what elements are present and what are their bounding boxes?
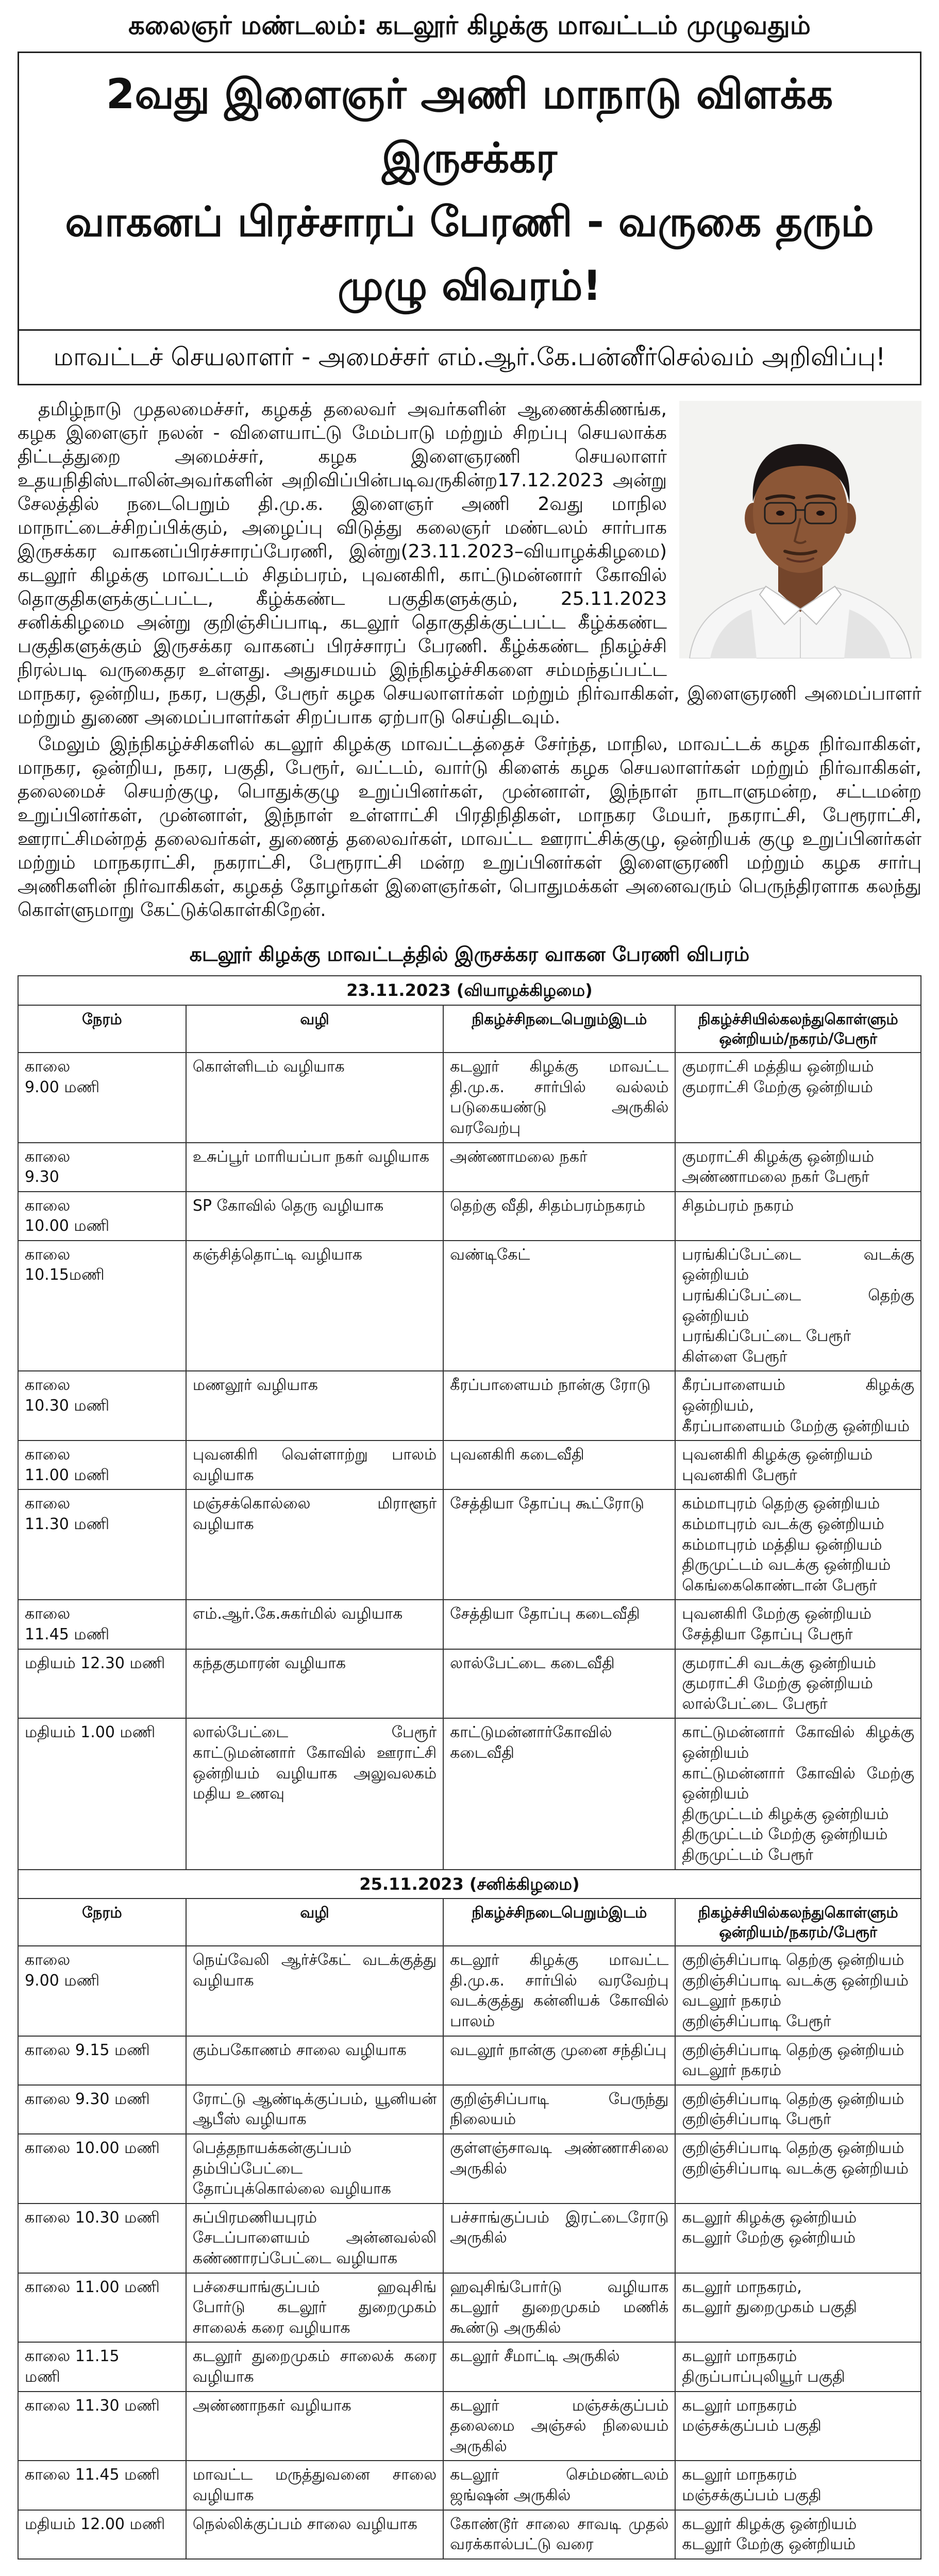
time-cell: மதியம் 12.30 மணி [18, 1649, 186, 1719]
participant-item: மஞ்சக்குப்பம் பகுதி [682, 2417, 821, 2435]
participant-item: குறிஞ்சிப்பாடி வடக்கு ஒன்றியம் [682, 1971, 909, 1990]
participants-cell [675, 1718, 921, 1869]
column-header: வழி [186, 1899, 443, 1946]
participant-item: கடலூர் கிழக்கு ஒன்றியம் [682, 2208, 857, 2227]
time-cell: காலை 11.30 மணி [18, 2392, 186, 2461]
route-cell: சுப்பிரமணியபுரம் சேடப்பாளையம் அன்னவல்லி கண்ணாரப்பேட்டை வழியாக [186, 2204, 443, 2273]
route-cell: உசுப்பூர் மாரியப்பா நகர் வழியாக [186, 1143, 443, 1192]
intro-paragraph-1: தமிழ்நாடு முதலமைச்சர், கழகத் தலைவர் அவர்களின் ஆணைக்கிணங்க, கழக இளைஞர் நலன் - விளையாட்டு மேம்பாடு மற்றும் சிறப்பு செயலாக்க திட்டத்துறை அமைச்சர், கழக இளைஞரணி செயலாளர் உதயநிதிஸ்டாலின்அவர்களின் அறிவிப்பின்படிவருகின்ற17.12.2023 அன்று சேலத்தில் நடைபெறும் தி.மு.க. இளைஞர் அணி 2வது மாநில மாநாட்டைச்சிறப்பிக்கும், அழைப்பு விடுத்து கலைஞர் மண்டலம் சார்பாக இருசக்கர வாகனப்பிரச்சாரப்பேரணி, இன்று(23.11.2023–வியாழக்கிழமை) கடலூர் கிழக்கு மாவட்டம் சிதம்பரம், புவனகிரி, காட்டுமன்னார் கோவில் தொகுதிகளுக்குட்பட்ட, கீழ்க்கண்ட பகுதிகளுக்கும், 25.11.2023 சனிக்கிழமை அன்று குறிஞ்சிப்பாடி, கடலூர் தொகுதிக்குட்பட்ட கீழ்க்கண்ட பகுதிகளுக்கும் இருசக்கர வாகனப் பிரச்சாரப் பேரணி. கீழ்க்கண்ட நிகழ்ச்சி நிரல்படி வருகைதர உள்ளது. அதுசமயம் இந்நிகழ்ச்சிகளை சம்மந்தப்பட்ட மாநகர, ஒன்றிய, நகர, பகுதி, பேரூர் கழக செயலாளர்கள் மற்றும் நிர்வாகிகள், இளைஞரணி அமைப்பாளர் மற்றும் துணை அமைப்பாளர்கள் சிறப்பாக ஏற்பாடு செய்திடவும். [18, 399, 921, 728]
participants-cell [675, 2461, 921, 2510]
schedule-row [18, 2461, 921, 2510]
route-cell: பச்சையாங்குப்பம் ஹவுசிங் போர்டு கடலூர் துறைமுகம் சாலைக் கரை வழியாக [186, 2273, 443, 2343]
schedule-body [18, 976, 921, 2558]
schedule-row [18, 2342, 921, 2391]
participant-item: குறிஞ்சிப்பாடி தெற்கு ஒன்றியம் [682, 2090, 904, 2108]
venue-cell: சேத்தியா தோப்பு கடைவீதி [443, 1600, 675, 1649]
column-header-row [18, 1005, 921, 1053]
participant-item: கெங்கைகொண்டான் பேரூர் [682, 1576, 877, 1595]
participant-item: கம்மாபுரம் வடக்கு ஒன்றியம் [682, 1515, 884, 1534]
participants-cell [675, 1489, 921, 1600]
schedule-row [18, 2085, 921, 2134]
participant-item: குமராட்சி மேற்கு ஒன்றியம் [682, 1674, 873, 1693]
participants-cell [675, 1192, 921, 1241]
time-cell: மதியம் 12.00 மணி [18, 2510, 186, 2559]
column-header: நேரம் [18, 1899, 186, 1946]
participants-cell [675, 1440, 921, 1489]
participant-item: குமராட்சி மத்திய ஒன்றியம் [682, 1058, 874, 1076]
venue-cell: காட்டுமன்னார்கோவில் கடைவீதி [443, 1718, 675, 1869]
intro-paragraph-2: மேலும் இந்நிகழ்ச்சிகளில் கடலூர் கிழக்கு மாவட்டத்தைச் சேர்ந்த, மாநில, மாவட்டக் கழக நிர்வாகிகள், மாநகர, ஒன்றிய, நகர, பகுதி, பேரூர், வட்டம், வார்டு கிளைக் கழக செயலாளர்கள் மற்றும் நிர்வாகிகள், தலைமைச் செயற்குழு, பொதுக்குழு உறுப்பினர்கள், முன்னாள், இந்நாள் நாடாளுமன்ற, சட்டமன்ற உறுப்பினர்கள், முன்னாள், இந்நாள் உள்ளாட்சி பிரதிநிதிகள், மாநகர மேயர், நகராட்சி, பேரூராட்சி, ஊராட்சிமன்றத் தலைவர்கள், துணைத் தலைவர்கள், மாவட்ட ஊராட்சிக்குழு, ஒன்றியக் குழு உறுப்பினர்கள் மற்றும் மாநகராட்சி, நகராட்சி, பேரூராட்சி மன்ற உறுப்பினர்கள் இளைஞரணி மற்றும் கழக சார்பு அணிகளின் நிர்வாகிகள், கழகத் தோழர்கள் இளைஞர்கள், பொதுமக்கள் அனைவரும் பெருந்திரளாக கலந்து கொள்ளுமாறு கேட்டுக்கொள்கிறேன். [18, 734, 921, 921]
schedule-row [18, 2204, 921, 2273]
route-cell: நெல்லிக்குப்பம் சாலை வழியாக [186, 2510, 443, 2559]
schedule-row [18, 2392, 921, 2461]
participant-item: குறிஞ்சிப்பாடி தெற்கு ஒன்றியம் [682, 2139, 904, 2158]
route-cell: அண்ணாநகர் வழியாக [186, 2392, 443, 2461]
schedule-row [18, 1371, 921, 1440]
column-header: நிகழ்ச்சிநடைபெறும்இடம் [443, 1899, 675, 1946]
route-cell: எம்.ஆர்.கே.சுகர்மில் வழியாக [186, 1600, 443, 1649]
time-cell: காலை 11.00 மணி [18, 1440, 186, 1489]
participant-item: குறிஞ்சிப்பாடி பேரூர் [682, 2012, 831, 2031]
schedule-heading: கடலூர் கிழக்கு மாவட்டத்தில் இருசக்கர வாகன பேரணி விபரம் [189, 943, 750, 966]
participant-item: சேத்தியா தோப்பு பேரூர் [682, 1625, 853, 1643]
venue-cell: ஹவுசிங்போர்டு வழியாக கடலூர் துறைமுகம் மணிக் கூண்டு அருகில் [443, 2273, 675, 2343]
participant-item: குமராட்சி கிழக்கு ஒன்றியம் [682, 1147, 874, 1166]
time-cell: காலை 10.00 மணி [18, 1192, 186, 1241]
route-cell: கொள்ளிடம் வழியாக [186, 1053, 443, 1142]
route-cell: கடலூர் துறைமுகம் சாலைக் கரை வழியாக [186, 2342, 443, 2391]
day-date-row [18, 1870, 921, 1899]
column-header: நேரம் [18, 1005, 186, 1053]
route-cell: கும்பகோணம் சாலை வழியாக [186, 2036, 443, 2085]
schedule-row [18, 1489, 921, 1600]
schedule-row [18, 1192, 921, 1241]
schedule-row [18, 1440, 921, 1489]
schedule-row [18, 1649, 921, 1719]
venue-cell: குள்ளஞ்சாவடி அண்ணாசிலை அருகில் [443, 2134, 675, 2204]
intro-section [18, 398, 921, 922]
participant-item: புவனகிரி கிழக்கு ஒன்றியம் [682, 1446, 873, 1464]
venue-cell: கடலூர் செம்மண்டலம் ஜங்ஷன் அருகில் [443, 2461, 675, 2510]
participant-item: குறிஞ்சிப்பாடி தெற்கு ஒன்றியம் [682, 1951, 904, 1970]
participant-item: குறிஞ்சிப்பாடி வடக்கு ஒன்றியம் [682, 2159, 909, 2178]
route-cell: மாவட்ட மருத்துவனை சாலை வழியாக [186, 2461, 443, 2510]
route-cell: நெய்வேலி ஆர்ச்கேட் வடக்குத்து வழியாக [186, 1946, 443, 2036]
time-cell: மதியம் 1.00 மணி [18, 1718, 186, 1869]
rally-schedule-table [18, 975, 921, 2559]
participant-item: குறிஞ்சிப்பாடி பேரூர் [682, 2110, 831, 2129]
time-cell: காலை 9.30 மணி [18, 2085, 186, 2134]
venue-cell: புவனகிரி கடைவீதி [443, 1440, 675, 1489]
participant-item: பரங்கிப்பேட்டை வடக்கு ஒன்றியம் [682, 1245, 914, 1284]
venue-cell: கடலூர் கிழக்கு மாவட்ட தி.மு.க. சார்பில் வல்லம் படுகையண்டு அருகில் வரவேற்பு [443, 1053, 675, 1142]
schedule-row [18, 2134, 921, 2204]
participant-item: திருமுட்டம் பேரூர் [682, 1845, 813, 1864]
schedule-row [18, 2510, 921, 2559]
route-cell: கந்தகுமாரன் வழியாக [186, 1649, 443, 1719]
participant-item: குமராட்சி வடக்கு ஒன்றியம் [682, 1654, 876, 1672]
participants-cell [675, 2392, 921, 2461]
route-cell: மணலூர் வழியாக [186, 1371, 443, 1440]
time-cell: காலை 9.00 மணி [18, 1946, 186, 2036]
venue-cell: கடலூர் மஞ்சக்குப்பம் தலைமை அஞ்சல் நிலையம் அருகில் [443, 2392, 675, 2461]
participant-item: திருமுட்டம் மேற்கு ஒன்றியம் [682, 1825, 888, 1844]
participant-item: வடலூர் நகரம் [682, 2061, 782, 2080]
route-cell: மஞ்சக்கொல்லை மிராளூர் வழியாக [186, 1489, 443, 1600]
venue-cell: கடலூர் கிழக்கு மாவட்ட தி.மு.க. சார்பில் வரவேற்பு வடக்குத்து கன்னியக் கோவில் பாலம் [443, 1946, 675, 2036]
schedule-row [18, 1718, 921, 1869]
venue-cell: வடலூர் நான்கு முனை சந்திப்பு [443, 2036, 675, 2085]
route-cell: ரோட்டு ஆண்டிக்குப்பம், யூனியன் ஆபீஸ் வழியாக [186, 2085, 443, 2134]
participant-item: கடலூர் துறைமுகம் பகுதி [682, 2298, 857, 2317]
time-cell: காலை 9.15 மணி [18, 2036, 186, 2085]
participant-item: சிதம்பரம் நகரம் [682, 1196, 794, 1215]
route-cell: புவனகிரி வெள்ளாற்று பாலம் வழியாக [186, 1440, 443, 1489]
participant-item: லால்பேட்டை பேரூர் [682, 1694, 828, 1713]
venue-cell: அண்ணாமலை நகர் [443, 1143, 675, 1192]
participant-item: குறிஞ்சிப்பாடி தெற்கு ஒன்றியம் [682, 2041, 904, 2059]
column-header: நிகழ்ச்சியில்கலந்துகொள்ளும் ஒன்றியம்/நகரம்/பேரூர் [675, 1899, 921, 1946]
participants-cell [675, 1649, 921, 1719]
participant-item: புவனகிரி மேற்கு ஒன்றியம் [682, 1605, 872, 1623]
participant-item: கடலூர் மாநகரம் [682, 2396, 797, 2415]
participant-item: திருமுட்டம் வடக்கு ஒன்றியம் [682, 1556, 891, 1574]
participant-item: கடலூர் மாநகரம், [682, 2278, 802, 2296]
venue-cell: பச்சாங்குப்பம் இரட்டைரோடு அருகில் [443, 2204, 675, 2273]
time-cell: காலை 9.00 மணி [18, 1053, 186, 1142]
venue-cell: கோண்டூர் சாலை சாவடி முதல் வரக்கால்பட்டு வரை [443, 2510, 675, 2559]
day-date-cell: 23.11.2023 (வியாழக்கிழமை) [18, 976, 921, 1005]
headline-box [18, 52, 921, 329]
time-cell: காலை 10.00 மணி [18, 2134, 186, 2204]
participant-item: வடலூர் நகரம் [682, 1992, 782, 2010]
venue-cell: சேத்தியா தோப்பு கூட்ரோடு [443, 1489, 675, 1600]
schedule-row [18, 2036, 921, 2085]
participant-item: கம்மாபுரம் தெற்கு ஒன்றியம் [682, 1495, 880, 1513]
time-cell: காலை 11.15 மணி [18, 2342, 186, 2391]
time-cell: காலை 11.00 மணி [18, 2273, 186, 2343]
time-cell: காலை 10.30 மணி [18, 1371, 186, 1440]
kicker-line: கலைஞர் மண்டலம்: கடலூர் கிழக்கு மாவட்டம் முழுவதும் [128, 10, 811, 40]
portrait-illustration [679, 401, 921, 658]
portrait-photo [679, 401, 921, 658]
column-header-row [18, 1899, 921, 1946]
participants-cell [675, 1053, 921, 1142]
venue-cell: கீரப்பாளையம் நான்கு ரோடு [443, 1371, 675, 1440]
participant-item: கடலூர் மாநகரம் [682, 2466, 797, 2484]
column-header: நிகழ்ச்சியில்கலந்துகொள்ளும் ஒன்றியம்/நகரம்/பேரூர் [675, 1005, 921, 1053]
participant-item: காட்டுமன்னார் கோவில் மேற்கு ஒன்றியம் [682, 1764, 914, 1803]
column-header: நிகழ்ச்சிநடைபெறும்இடம் [443, 1005, 675, 1053]
time-cell: காலை 9.30 [18, 1143, 186, 1192]
participants-cell [675, 2510, 921, 2559]
route-cell: கஞ்சித்தொட்டி வழியாக [186, 1241, 443, 1371]
participant-item: திருப்பாப்புலியூர் பகுதி [682, 2367, 845, 2386]
participant-item: அண்ணாமலை நகர் பேரூர் [682, 1168, 869, 1187]
venue-cell: லால்பேட்டை கடைவீதி [443, 1649, 675, 1719]
participant-item: கிள்ளை பேரூர் [682, 1347, 787, 1366]
schedule-row [18, 1053, 921, 1142]
participant-item: பரங்கிப்பேட்டை தெற்கு ஒன்றியம் [682, 1286, 914, 1325]
time-cell: காலை 10.15மணி [18, 1241, 186, 1371]
participant-item: காட்டுமன்னார் கோவில் கிழக்கு ஒன்றியம் [682, 1723, 914, 1762]
schedule-row [18, 1946, 921, 2036]
participants-cell [675, 2273, 921, 2343]
subheadline: மாவட்டச் செயலாளர் - அமைச்சர் எம்.ஆர்.கே.பன்னீர்செல்வம் அறிவிப்பு! [18, 329, 921, 385]
schedule-row [18, 1241, 921, 1371]
day-date-cell: 25.11.2023 (சனிக்கிழமை) [18, 1870, 921, 1899]
day-date-row [18, 976, 921, 1005]
participant-item: பரங்கிப்பேட்டை பேரூர் [682, 1327, 851, 1346]
schedule-row [18, 1600, 921, 1649]
time-cell: காலை 11.45 மணி [18, 2461, 186, 2510]
time-cell: காலை 11.30 மணி [18, 1489, 186, 1600]
column-header: வழி [186, 1005, 443, 1053]
participants-cell [675, 1946, 921, 2036]
participant-item: கடலூர் மாநகரம் [682, 2347, 797, 2366]
participants-cell [675, 1143, 921, 1192]
time-cell: காலை 10.30 மணி [18, 2204, 186, 2273]
participant-item: கீரப்பாளையம் மேற்கு ஒன்றியம் [682, 1417, 910, 1435]
participants-cell [675, 1600, 921, 1649]
time-cell: காலை 11.45 மணி [18, 1600, 186, 1649]
participants-cell [675, 1371, 921, 1440]
participant-item: கடலூர் மேற்கு ஒன்றியம் [682, 2535, 856, 2554]
route-cell: பெத்தநாயக்கன்குப்பம் தம்பிப்பேட்டை தோப்புக்கொல்லை வழியாக [186, 2134, 443, 2204]
participant-item: கடலூர் கிழக்கு ஒன்றியம் [682, 2515, 857, 2533]
participant-item: திருமுட்டம் கிழக்கு ஒன்றியம் [682, 1805, 889, 1823]
route-cell: லால்பேட்டை பேரூர் காட்டுமன்னார் கோவில் ஊராட்சி ஒன்றியம் வழியாக அலுவலகம் மதிய உணவு [186, 1718, 443, 1869]
participants-cell [675, 2085, 921, 2134]
headline-line-1: 2வது இளைஞர் அணி மாநாடு விளக்க இருசக்கர [106, 70, 833, 182]
participant-item: புவனகிரி பேரூர் [682, 1466, 797, 1484]
schedule-row [18, 2273, 921, 2343]
venue-cell: தெற்கு வீதி, சிதம்பரம்நகரம் [443, 1192, 675, 1241]
venue-cell: வண்டிகேட் [443, 1241, 675, 1371]
participants-cell [675, 2134, 921, 2204]
participant-item: கீரப்பாளையம் கிழக்கு ஒன்றியம், [682, 1376, 914, 1415]
participants-cell [675, 2204, 921, 2273]
participant-item: குமராட்சி மேற்கு ஒன்றியம் [682, 1078, 873, 1096]
participant-item: கடலூர் மேற்கு ஒன்றியம் [682, 2229, 856, 2247]
headline-line-2: வாகனப் பிரச்சாரப் பேரணி - வருகை தரும் முழு விவரம்! [65, 198, 874, 310]
schedule-row [18, 1143, 921, 1192]
venue-cell: குறிஞ்சிப்பாடி பேருந்து நிலையம் [443, 2085, 675, 2134]
participants-cell [675, 1241, 921, 1371]
participants-cell [675, 2342, 921, 2391]
participant-item: கம்மாபுரம் மத்திய ஒன்றியம் [682, 1535, 882, 1554]
route-cell: SP கோவில் தெரு வழியாக [186, 1192, 443, 1241]
venue-cell: கடலூர் சீமாட்டி அருகில் [443, 2342, 675, 2391]
participant-item: மஞ்சக்குப்பம் பகுதி [682, 2486, 821, 2504]
participants-cell [675, 2036, 921, 2085]
